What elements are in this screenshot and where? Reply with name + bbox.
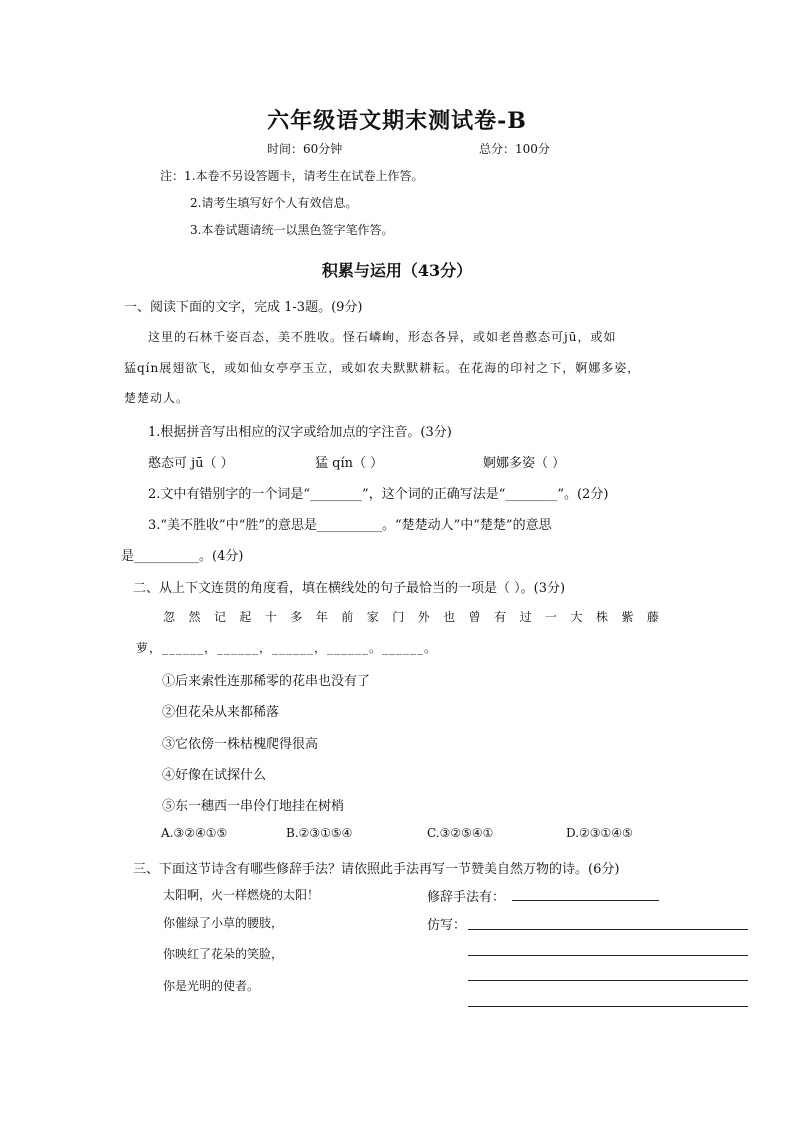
option-3: ③它依傍一株枯槐爬得很高 [162, 737, 319, 752]
note-3: 3.本卷试题请统一以黑色签字笔作答。 [190, 223, 394, 237]
imitate-label: 仿写： [427, 918, 467, 933]
passage-line-2: 猛qín展翅欲飞，或如仙女亭亭玉立，或如农夫默默耕耘。在花海的印衬之下，婀娜多姿， [124, 361, 641, 375]
pinyin-blank-3[interactable]: 婀娜多姿（ ） [483, 456, 566, 471]
page-title: 六年级语文期末测试卷-B [267, 108, 527, 134]
sub-question-3a: 3.“美不胜收”中“胜”的意思是__________。“楚楚动人”中“楚楚”的意思 [148, 518, 552, 533]
section-heading: 积累与运用（43分） [321, 261, 473, 280]
sub-question-1: 1.根据拼音写出相应的汉字或给加点的字注音。(3分) [148, 425, 452, 440]
option-5: ⑤东一穗西一串伶仃地挂在树梢 [162, 799, 345, 814]
answer-d[interactable]: D.②③①④⑤ [566, 826, 633, 840]
imitate-answer-line-2[interactable] [468, 955, 748, 956]
q2-passage-line-2[interactable]: 萝，______，______，______，______。______。 [136, 641, 438, 655]
q2-passage-line-1: 忽 然 记 起 十 多 年 前 家 门 外 也 曾 有 过 一 大 株 紫 藤 [163, 610, 660, 624]
poem-line-1: 太阳啊，火一样燃烧的太阳！ [163, 888, 320, 902]
total-score: 总分：100分 [479, 142, 550, 156]
option-4: ④好像在试探什么 [162, 768, 267, 783]
imitate-answer-line-3[interactable] [468, 980, 748, 981]
question-3-stem: 三、下面这节诗含有哪些修辞手法？请依照此手法再写一节赞美自然万物的诗。(6分) [133, 862, 620, 877]
rhetoric-answer-line[interactable] [512, 900, 659, 901]
passage-line-3: 楚楚动人。 [124, 391, 190, 405]
poem-line-3: 你映红了花朵的笑脸， [163, 947, 284, 961]
exam-time: 时间：60分钟 [267, 142, 343, 156]
note-1: 注：1.本卷不另设答题卡，请考生在试卷上作答。 [160, 169, 424, 183]
answer-b[interactable]: B.②③①⑤④ [286, 826, 353, 840]
question-1-stem: 一、阅读下面的文字，完成 1-3题。(9分) [124, 300, 363, 315]
option-2: ②但花朵从来都稀落 [162, 705, 280, 720]
sub-question-3b: 是__________。(4分) [121, 549, 244, 564]
imitate-answer-line-1[interactable] [468, 929, 748, 930]
poem-line-4: 你是光明的使者。 [163, 979, 260, 993]
passage-line-1: 这里的石林千姿百态，美不胜收。怪石嶙峋，形态各异，或如老兽憨态可jū，或如 [148, 330, 617, 344]
answer-c[interactable]: C.③②⑤④① [427, 826, 494, 840]
sub-question-2: 2.文中有错别字的一个词是“________”，这个词的正确写法是“________”。(2分) [148, 487, 609, 502]
poem-line-2: 你催绿了小草的腰肢， [163, 916, 284, 930]
answer-a[interactable]: A.③②④①⑤ [161, 826, 228, 840]
imitate-answer-line-4[interactable] [468, 1006, 748, 1007]
pinyin-blank-1[interactable]: 憨态可 jū（ ） [148, 456, 234, 471]
rhetoric-label: 修辞手法有： [427, 890, 506, 905]
note-2: 2.请考生填写好个人有效信息。 [190, 196, 358, 210]
option-1: ①后来索性连那稀零的花串也没有了 [162, 674, 371, 689]
pinyin-blank-2[interactable]: 猛 qín（ ） [315, 456, 384, 471]
question-2-stem: 二、从上下文连贯的角度看，填在横线处的句子最恰当的一项是（ ）。(3分) [133, 581, 566, 596]
